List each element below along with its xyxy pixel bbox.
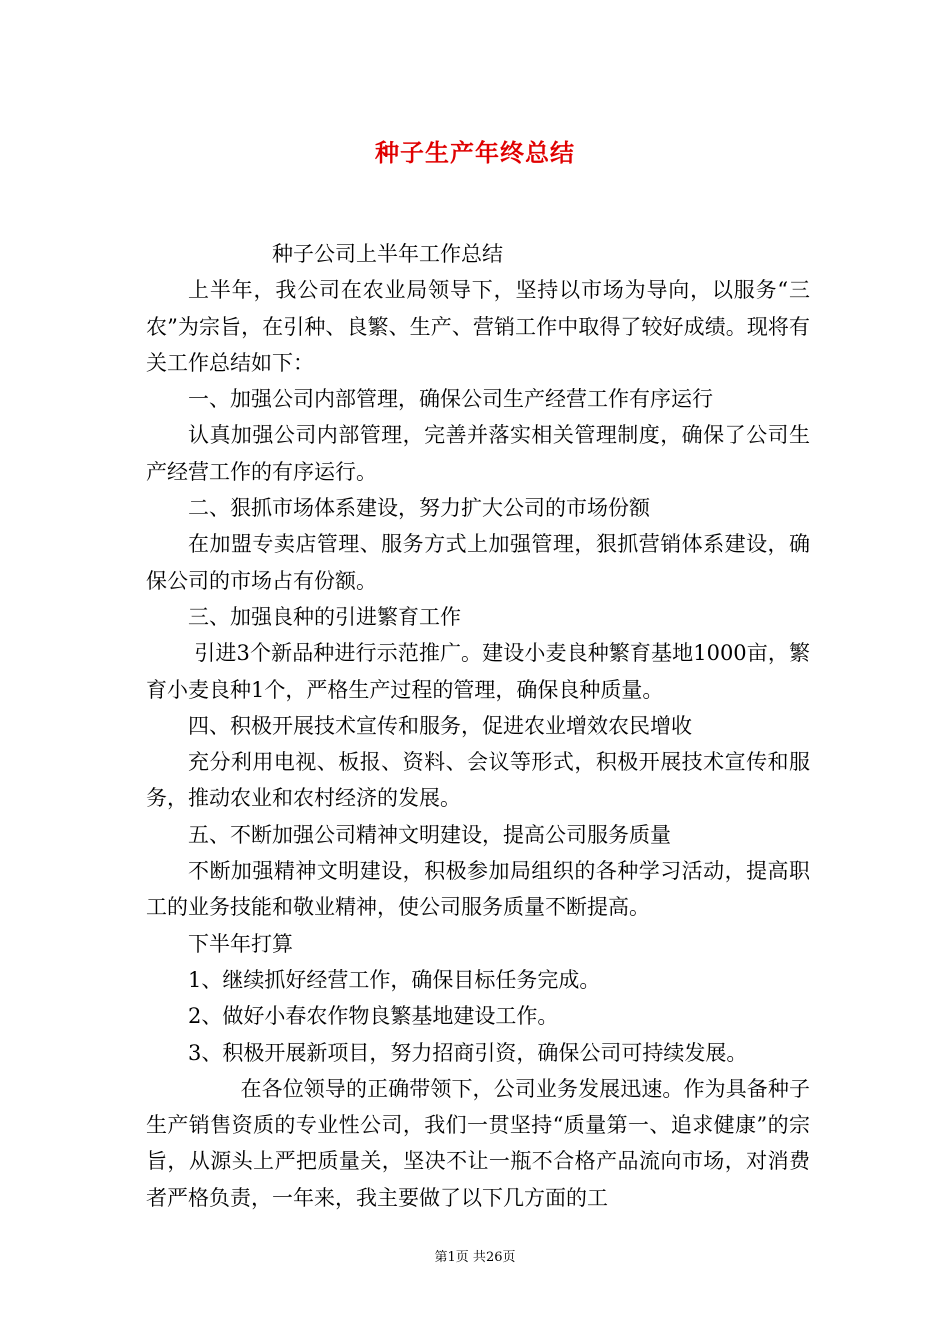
paragraph: 认真加强公司内部管理，完善并落实相关管理制度，确保了公司生产经营工作的有序运行。: [146, 423, 810, 484]
section-heading: 五、不断加强公司精神文明建设，提高公司服务质量: [188, 822, 671, 847]
list-item: 1、继续抓好经营工作，确保目标任务完成。: [188, 967, 601, 992]
paragraph: 上半年，我公司在农业局领导下，坚持以市场为导向，以服务“三农”为宗旨，在引种、良繁、生产、营销工作中取得了较好成绩。现将有关工作总结如下：: [146, 278, 810, 375]
footer-current-page: 1: [447, 1250, 456, 1265]
paragraph: 引进3个新品种进行示范推广。建设小麦良种繁育基地1000亩，繁育小麦良种1个，严格生产过程的管理，确保良种质量。: [146, 641, 810, 702]
footer-total-pages: 26: [485, 1250, 503, 1265]
list-item: 3、积极开展新项目，努力招商引资，确保公司可持续发展。: [188, 1040, 748, 1065]
footer-prefix: 第: [434, 1250, 448, 1265]
paragraph: 在加盟专卖店管理、服务方式上加强管理，狠抓营销体系建设，确保公司的市场占有份额。: [146, 532, 810, 593]
paragraph: 在各位领导的正确带领下，公司业务发展迅速。作为具备种子生产销售资质的专业性公司，我们一贯坚持“质量第一、追求健康”的宗旨，从源头上严把质量关，坚决不让一瓶不合格产品流向市场，对消费者严格负责，一年来，我主要做了以下几方面的工: [146, 1076, 810, 1210]
paragraph: 充分利用电视、板报、资料、会议等形式，积极开展技术宣传和服务，推动农业和农村经济的发展。: [146, 750, 810, 811]
paragraph: 不断加强精神文明建设，积极参加局组织的各种学习活动，提高职工的业务技能和敬业精神，使公司服务质量不断提高。: [146, 859, 810, 920]
footer-suffix: 页: [502, 1250, 516, 1265]
document-body: [146, 236, 810, 1216]
list-item: 2、做好小春农作物良繁基地建设工作。: [188, 1004, 559, 1029]
section-subtitle: 种子公司上半年工作总结: [272, 242, 503, 266]
document-title: 种子生产年终总结: [375, 138, 575, 167]
section-heading: 四、积极开展技术宣传和服务，促进农业增效农民增收: [188, 713, 692, 738]
footer-middle: 页 共: [455, 1250, 486, 1265]
section-heading: 二、狠抓市场体系建设，努力扩大公司的市场份额: [188, 496, 650, 521]
section-heading: 下半年打算: [188, 931, 293, 956]
section-heading: 三、加强良种的引进繁育工作: [188, 604, 461, 629]
page-footer: [0, 1246, 950, 1265]
section-heading: 一、加强公司内部管理，确保公司生产经营工作有序运行: [188, 387, 713, 412]
